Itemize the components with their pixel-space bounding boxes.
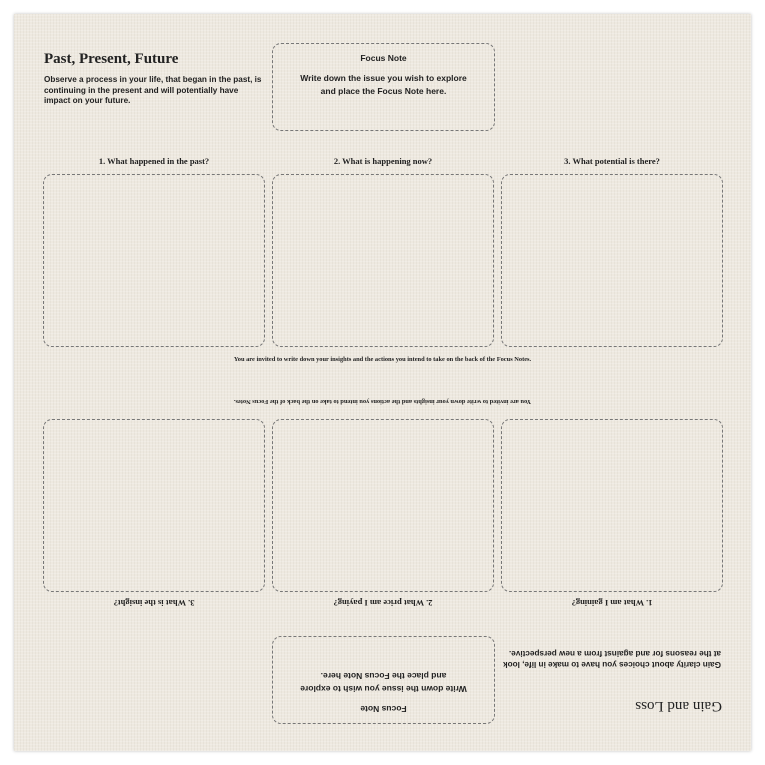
column-label-gaining: 1. What am I gaining? bbox=[571, 598, 653, 608]
focus-note-slot-top[interactable] bbox=[272, 43, 495, 131]
card-slot-insight[interactable] bbox=[43, 419, 265, 592]
column-label-past: 1. What happened in the past? bbox=[98, 156, 210, 166]
board-description-top: Observe a process in your life, that began in the past, is continuing in the present and will potentially have impact on your future. bbox=[44, 75, 262, 105]
board-title-bottom: Gain and Loss bbox=[635, 698, 722, 714]
column-label-insight: 3. What is the insight? bbox=[113, 598, 195, 608]
card-slot-gaining[interactable] bbox=[501, 419, 723, 592]
card-slot-future[interactable] bbox=[501, 174, 723, 347]
focus-note-slot-bottom[interactable] bbox=[272, 636, 495, 724]
column-label-future: 3. What potential is there? bbox=[564, 156, 660, 166]
insight-note-top: You are invited to write down your insights and the actions you intend to take on the back of the Focus Notes. bbox=[233, 356, 532, 363]
board-title-top: Past, Present, Future bbox=[44, 51, 179, 67]
insight-note-bottom: You are invited to write down your insights and the actions you intend to take on the back of the Focus Notes. bbox=[233, 398, 532, 405]
focus-note-heading: Focus Note bbox=[360, 704, 407, 714]
focus-note-text: Write down the issue you wish to explore and place the Focus Note here. bbox=[300, 73, 467, 96]
column-label-paying: 2. What price am I paying? bbox=[333, 598, 433, 608]
card-slot-paying[interactable] bbox=[272, 419, 494, 592]
board-description-bottom: Gain clarity about choices you have to make in life, look at the reasons for and against from a new perspective. bbox=[503, 649, 721, 669]
card-slot-present[interactable] bbox=[272, 174, 494, 347]
focus-note-text: Write down the issue you wish to explore and place the Focus Note here. bbox=[300, 671, 467, 694]
focus-note-heading: Focus Note bbox=[360, 53, 407, 63]
column-label-present: 2. What is happening now? bbox=[333, 156, 433, 166]
card-slot-past[interactable] bbox=[43, 174, 265, 347]
